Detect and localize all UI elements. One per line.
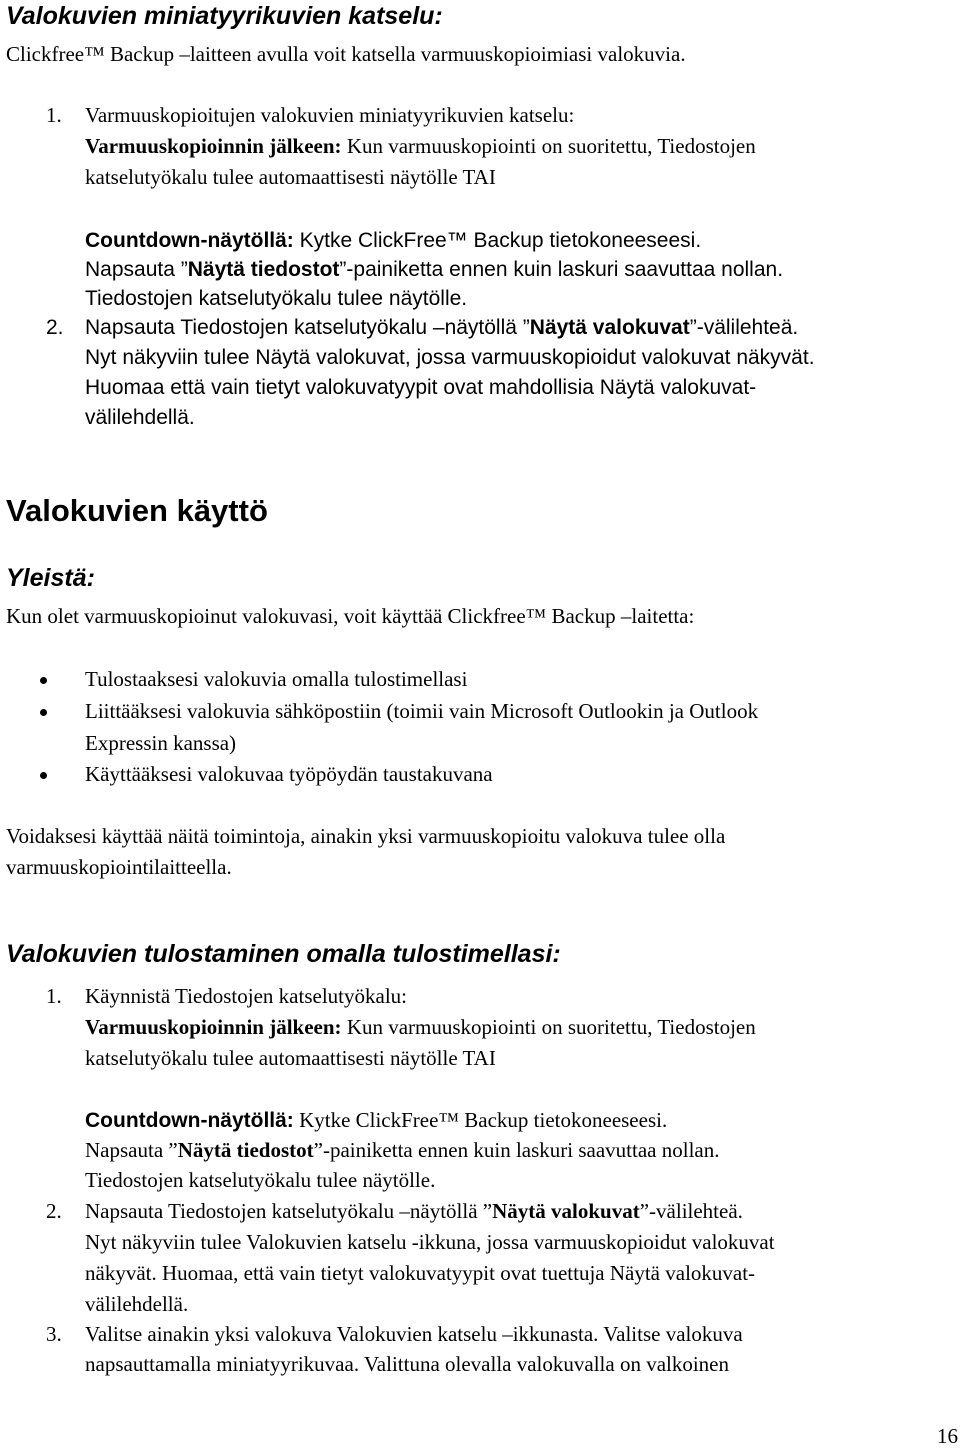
step-text: Valitse ainakin yksi valokuva Valokuvien katselu –ikkunasta. Valitse valokuva: [85, 1322, 743, 1346]
step-text: [85, 1017, 756, 1038]
step-text: [85, 1140, 720, 1161]
step-text: [85, 259, 783, 280]
step-text: välilehdellä.: [85, 1292, 189, 1316]
step-text: [85, 1201, 743, 1222]
bold-label: Varmuuskopioinnin jälkeen:: [85, 134, 342, 158]
section-title-printing: Valokuvien tulostaminen omalla tulostimellasi:: [6, 940, 561, 968]
step-number: 3.: [46, 1322, 62, 1346]
bold-label: Countdown-näytöllä:: [85, 229, 294, 252]
step-text: välilehdellä.: [85, 406, 195, 429]
step-text: napsauttamalla miniatyyrikuvaa. Valittuna olevalla valokuvalla on valkoinen: [85, 1352, 730, 1376]
text-part: ”-välilehteä.: [639, 1199, 743, 1223]
list-item: Käyttääksesi valokuvaa työpöydän taustakuvana: [85, 762, 493, 786]
step-text: Huomaa että vain tietyt valokuvatyypit ovat mahdollisia Näytä valokuvat-: [85, 376, 757, 399]
step-number: 1.: [46, 984, 62, 1008]
tab-name: Näytä valokuvat: [492, 1199, 640, 1223]
list-item-continued: Expressin kanssa): [85, 731, 237, 755]
note-text: Voidaksesi käyttää näitä toimintoja, ainakin yksi varmuuskopioitu valokuva tulee olla: [6, 824, 726, 848]
step-number: 2.: [46, 1199, 62, 1223]
step-text: Varmuuskopioitujen valokuvien miniatyyrikuvien katselu:: [85, 103, 575, 127]
bullet-icon: [40, 709, 47, 716]
section-title-thumbnails: Valokuvien miniatyyrikuvien katselu:: [6, 2, 443, 30]
step-text-rest: Kun varmuuskopiointi on suoritettu, Tiedostojen: [341, 134, 756, 158]
button-name: Näytä tiedostot: [177, 1138, 314, 1162]
text-part: Napsauta Tiedostojen katselutyökalu –näytöllä ”: [85, 1199, 493, 1223]
list-item: Tulostaaksesi valokuvia omalla tulostimellasi: [85, 667, 468, 691]
step-text: Käynnistä Tiedostojen katselutyökalu:: [85, 984, 407, 1008]
step-text-rest: Kun varmuuskopiointi on suoritettu, Tiedostojen: [341, 1015, 756, 1039]
step-text: näkyvät. Huomaa, että vain tietyt valokuvatyypit ovat tuettuja Näytä valokuvat-: [85, 1261, 756, 1285]
tab-name: Näytä valokuvat: [529, 316, 690, 339]
step-text: katselutyökalu tulee automaattisesti näytölle TAI: [85, 1046, 496, 1070]
list-item: Liittääksesi valokuvia sähköpostiin (toimii vain Microsoft Outlookin ja Outlook: [85, 699, 759, 723]
text-part: Napsauta Tiedostojen katselutyökalu –näytöllä ”: [85, 316, 530, 339]
text-part: Napsauta ”: [85, 1138, 178, 1162]
section-title-usage: Valokuvien käyttö: [6, 493, 268, 528]
text-part: ”-välilehteä.: [689, 316, 799, 339]
step-text-rest: Kytke ClickFree™ Backup tietokoneeseesi.: [293, 229, 702, 252]
bold-label: Varmuuskopioinnin jälkeen:: [85, 1015, 342, 1039]
step-text: Tiedostojen katselutyökalu tulee näytölle.: [85, 287, 468, 310]
step-number: 1.: [46, 103, 62, 127]
subsection-title: Yleistä:: [6, 564, 95, 592]
button-name: Näytä tiedostot: [187, 258, 340, 281]
step-text: Tiedostojen katselutyökalu tulee näytölle.: [85, 1168, 436, 1192]
step-number: 2.: [46, 316, 64, 339]
bullet-icon: [40, 772, 47, 779]
step-text: Nyt näkyviin tulee Valokuvien katselu -ikkuna, jossa varmuuskopioidut valokuvat: [85, 1230, 775, 1254]
step-text: [85, 230, 701, 251]
note-text: varmuuskopiointilaitteella.: [6, 855, 232, 879]
step-text: [85, 1110, 667, 1131]
bullet-icon: [40, 677, 47, 684]
page-number: 16: [937, 1424, 958, 1448]
step-text: [85, 317, 798, 338]
intro-text: Kun olet varmuuskopioinut valokuvasi, voit käyttää Clickfree™ Backup –laitetta:: [6, 604, 695, 628]
step-text: Nyt näkyviin tulee Näytä valokuvat, jossa varmuuskopioidut valokuvat näkyvät.: [85, 346, 815, 369]
step-text: [85, 136, 756, 157]
text-part: ”-painiketta ennen kuin laskuri saavuttaa nollan.: [313, 1138, 720, 1162]
intro-text: Clickfree™ Backup –laitteen avulla voit katsella varmuuskopioimiasi valokuvia.: [6, 42, 686, 66]
text-part: Napsauta ”: [85, 258, 188, 281]
bold-label: Countdown-näytöllä:: [85, 1109, 294, 1132]
text-part: ”-painiketta ennen kuin laskuri saavuttaa nollan.: [339, 258, 784, 281]
step-text: katselutyökalu tulee automaattisesti näytölle TAI: [85, 165, 496, 189]
step-text-rest: Kytke ClickFree™ Backup tietokoneeseesi.: [293, 1108, 668, 1132]
